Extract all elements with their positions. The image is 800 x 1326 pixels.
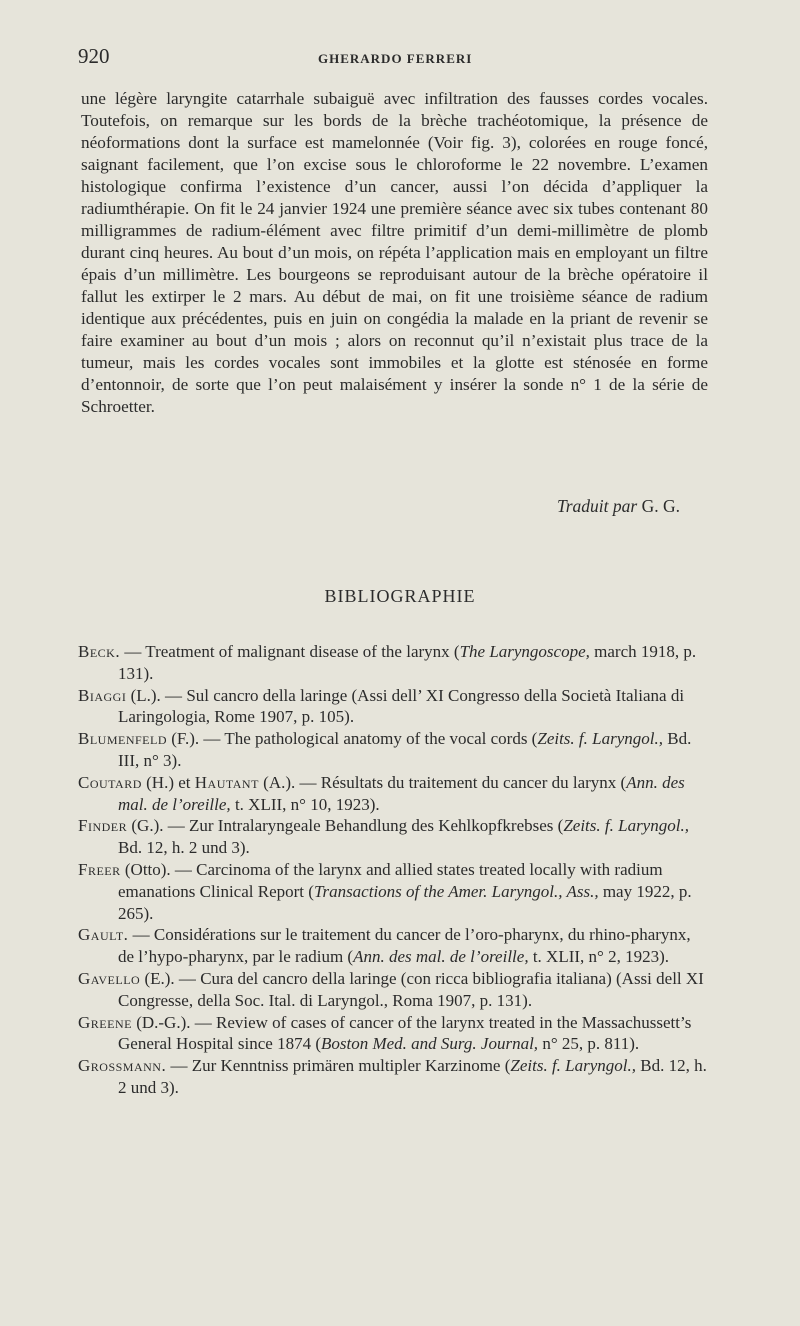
entry-details: Bd. 12, h. 2 und 3).	[118, 838, 250, 858]
entry-source: Ann. des mal. de l’oreille,	[118, 772, 685, 814]
bibliography-entry	[78, 728, 710, 772]
entry-details: Bd. 12, h. 2 und 3).	[118, 1056, 707, 1097]
entry-details: t. XLII, n° 10, 1923).	[230, 794, 380, 814]
entry-text: Carcinoma of the larynx and allied states treated locally with radium emanations Clinical Report (	[118, 859, 663, 901]
entry-text: Treatment of malignant disease of the larynx (	[145, 642, 460, 661]
bibliography-entry	[78, 924, 710, 968]
bibliography-entry	[78, 641, 710, 685]
entry-source: Zeits. f. Laryngol.,	[510, 1056, 637, 1076]
entry-separator: (L.). —	[126, 685, 187, 705]
entry-details: t. XLII, n° 2, 1923).	[528, 947, 669, 967]
entry-source: Ann. des mal. de l’oreille,	[353, 947, 529, 967]
entry-separator: (G.). —	[127, 816, 189, 836]
entry-separator: (A.). —	[258, 772, 321, 792]
bibliography-entry	[78, 1012, 710, 1056]
entry-separator: (D.-G.). —	[131, 1012, 216, 1032]
entry-separator: (E.). —	[140, 968, 201, 988]
bibliography-list	[78, 641, 710, 1099]
entry-separator: (F.). —	[167, 729, 225, 749]
entry-details: may 1922, p. 265).	[118, 881, 692, 923]
entry-separator: —	[120, 642, 146, 661]
entry-author: Finder	[78, 816, 128, 836]
page-header	[78, 44, 718, 74]
translator-name: G. G.	[641, 496, 680, 516]
entry-author: Freer	[78, 859, 121, 879]
entry-text: Cura del cancro della laringe (con ricca bibliografia italiana) (Assi dell XI Congresse, della Soc. Ital. di Laryngol., Roma 1907, p. 131).	[118, 968, 704, 1010]
entry-author: Grossmann.	[78, 1056, 167, 1076]
entry-author: Blumenfeld	[78, 729, 168, 749]
entry-source: The Laryngoscope,	[459, 642, 590, 661]
entry-text: Zur Intralaryngeale Behandlung des Kehlkopfkrebses (	[188, 816, 564, 836]
bibliography-entry	[78, 1055, 710, 1099]
entry-text: The pathological anatomy of the vocal cords (	[224, 729, 538, 749]
entry-details: n° 25, p. 811).	[538, 1034, 640, 1054]
entry-source: Zeits. f. Laryngol.,	[537, 729, 663, 749]
entry-text: Considérations sur le traitement du cancer de l’oro-pharynx, du rhino-pharynx, de l’hypo-pharynx, par le radium (	[118, 925, 691, 967]
entry-author: Beck.	[78, 642, 121, 661]
entry-separator: (H.) et	[141, 772, 195, 792]
bibliography-entry	[78, 815, 710, 859]
translation-label: Traduit par	[556, 496, 638, 516]
section-title: BIBLIOGRAPHIE	[324, 586, 476, 606]
running-head: GHERARDO FERRERI	[318, 51, 473, 66]
entry-author: Biaggi	[78, 685, 127, 705]
entry-text: Résultats du traitement du cancer du larynx (	[320, 772, 627, 792]
entry-source: Boston Med. and Surg. Journal,	[321, 1034, 539, 1054]
bibliography-entry	[78, 772, 710, 816]
entry-separator: —	[128, 925, 154, 945]
entry-details: march 1918, p. 131).	[118, 642, 697, 683]
entry-source: Transactions of the Amer. Laryngol., Ass.,	[313, 881, 599, 901]
body-paragraph: une légère laryngite catarrhale subaiguë avec infiltration des fausses cordes vocales. Toutefois, on remarque sur les bords de la brèche trachéotomique, la présence de néoformations dont la surface est mamelonnée (Voir fig. 3), colorées en rouge foncé, saignant facilement, que l’on excise sous le chloroforme le 22 novembre. L’examen histologique confirma l’existence d’un cancer, aussi l’on décida d’appliquer la radiumthérapie. On fit le 24 janvier 1924 une première séance avec six tubes contenant 80 milligrammes de radium-élément avec filtre primitif d’un demi-millimètre de plomb durant cinq heures. Au bout d’un mois, on répéta l’application mais en employant un filtre épais d’un millimètre. Les bourgeons se reproduisant autour de la brèche opératoire il fallut les extirper le 2 mars. Au début de mai, on fit une troisième séance de radium identique aux précédentes, puis en juin on congédia la malade en la priant de revenir se faire examiner au bout d’un mois ; alors on reconnut qu’il n’existait plus trace de la tumeur, mais les cordes vocales sont immobiles et la glotte est sténosée en forme d’entonnoir, de sorte que l’on peut malaisément y insérer la sonde n° 1 de la série de Schroetter.	[81, 89, 708, 416]
entry-author: Gavello	[78, 968, 141, 988]
entry-details: Bd. III, n° 3).	[118, 729, 692, 770]
entry-separator: —	[166, 1056, 192, 1076]
entry-separator: (Otto). —	[120, 859, 197, 879]
entry-text: Review of cases of cancer of the larynx treated in the Massachussett’s General Hospital since 1874 (	[118, 1012, 692, 1054]
translation-credit	[557, 496, 680, 517]
entry-author: Greene	[78, 1012, 132, 1032]
page-number: 920	[78, 44, 110, 68]
entry-text: Sul cancro della laringe (Assi dell’ XI Congresso della Società Italiana di Laringologia, Rome 1907, p. 105).	[118, 685, 685, 727]
bibliography-entry	[78, 859, 710, 924]
entry-author: Gault.	[78, 925, 129, 945]
entry-coauthor: Hautant	[194, 772, 259, 792]
entry-text: Zur Kenntniss primären multipler Karzinome (	[191, 1056, 511, 1076]
entry-author: Coutard	[78, 772, 142, 792]
bibliography-entry	[78, 685, 710, 729]
bibliography-entry	[78, 968, 710, 1012]
entry-source: Zeits. f. Laryngol.,	[563, 816, 689, 836]
